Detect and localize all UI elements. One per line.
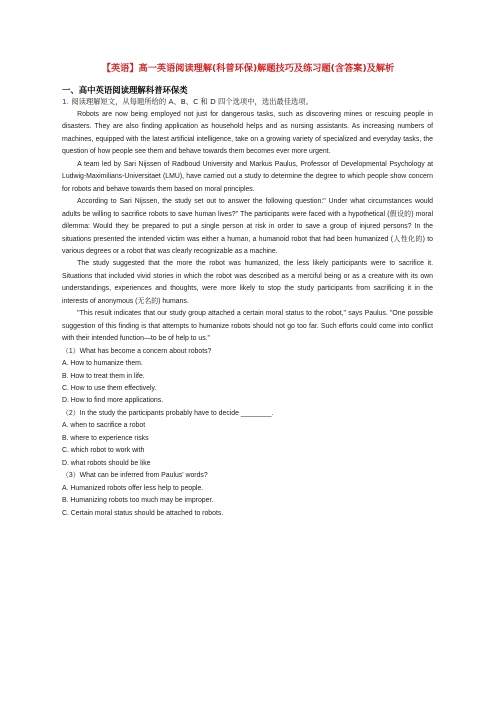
- answer-option: B. where to experience risks: [62, 434, 149, 442]
- instruction-line: [62, 97, 313, 107]
- question-stem: （3）What can be inferred from Paulus' words?: [62, 472, 208, 480]
- document-title: 【英语】高一英语阅读理解(科普环保)解题技巧及练习题(含答案)及解析: [101, 63, 395, 74]
- answer-option: B. How to treat them in life.: [62, 372, 145, 380]
- question-stem: （1）What has become a concern about robots?: [62, 347, 212, 355]
- answer-option: B. Humanizing robots too much may be improper.: [62, 497, 214, 505]
- answer-option: A. How to humanize them.: [62, 360, 143, 368]
- passage-body: [62, 109, 433, 520]
- passage-paragraph: The study suggested that the more the robot was humanized, the less likely participants were to sacrifice it. Situations that included vivid stories in which the robot was described as a merciful being or as a creature with its own understandings, experiences and thoughts, were more likely to stop the study participants from sacrificing it in the interests of anonymous (无名的) humans.: [62, 260, 433, 305]
- question-stem: （2）In the study the participants probably have to decide ________.: [62, 409, 274, 417]
- answer-option: D. what robots should be like: [62, 459, 151, 467]
- answer-option: C. How to use them effectively.: [62, 384, 157, 392]
- passage-paragraph: "This result indicates that our study group attached a certain moral status to the robot," says Paulus. "One possible suggestion of this finding is that attempts to humanize robots should not go too far. Such efforts could come into conflict with their intended function—to be of help to us.": [62, 310, 433, 343]
- question-number: 1.: [62, 97, 69, 106]
- answer-option: A. Humanized robots offer less help to people.: [62, 484, 204, 492]
- answer-option: C. Certain moral status should be attached to robots.: [62, 509, 224, 517]
- section-heading: 一、高中英语阅读理解科普环保类: [62, 85, 188, 95]
- instruction-text: 阅读理解短文，从每题所给的 A、B、C 和 D 四个选项中，选出最佳选项。: [71, 97, 313, 106]
- passage-paragraph: According to Sari Nijssen, the study set out to answer the following question:" Under what circumstances would adults be willing to sacrifice robots to save human lives?" The participants were faced with a hypothetical (假设的) moral dilemma: Would they be prepared to put a single person at risk in order to save a group of injured persons? In the situations presented the intended victim was either a human, a humanoid robot that had been humanized (人性化的) to various degrees or a robot that was clearly recognizable as a machine.: [62, 198, 433, 255]
- answer-option: C. which robot to work with: [62, 447, 145, 455]
- passage-paragraph: Robots are now being employed not just for dangerous tasks, such as discovering mines or rescuing people in disasters. They are also finding application as household helps and as nursing assistants. As increasing numbers of machines, equipped with the latest artificial intelligence, take on a growing variety of specialized and everyday tasks, the question of how people see them and behave towards them becomes ever more urgent.: [62, 111, 433, 156]
- answer-option: D. How to find more applications.: [62, 397, 164, 405]
- answer-option: A. when to sacrifice a robot: [62, 422, 146, 430]
- passage-paragraph: A team led by Sari Nijssen of Radboud University and Markus Paulus, Professor of Developmental Psychology at Ludwig-Maximilians-Universitaet (LMU), have carried out a study to determine the degree to which people show concern for robots and behave towards them based on moral principles.: [62, 160, 433, 193]
